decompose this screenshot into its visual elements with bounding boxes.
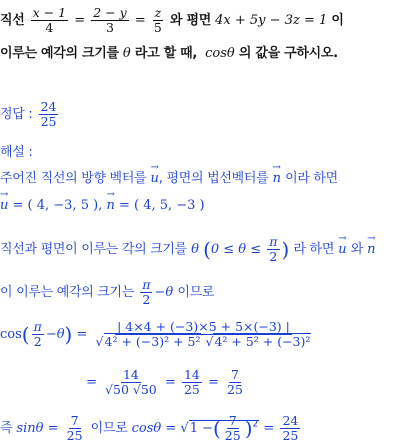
solution-line-7: 즉 sinθ = $\frac{7}{25}$ 이므로 cosθ = √1 −( $\frac{7}{25}$ )$^2$ = $\frac{24}{25}$ (0, 413, 299, 443)
vector-u-value: = ( 4, −3, 5 ), (8, 198, 107, 213)
problem-mid: 와 평면 (170, 13, 212, 28)
answer-label: 정답 : (0, 107, 33, 122)
solution-line-6: = $\frac{14}{√50 √50}$ = $\frac{14}{25}$ = $\frac{7}{25}$ (86, 367, 243, 397)
answer-fraction: $\frac{24}{25}$ (40, 99, 57, 129)
vector-u: → u (150, 171, 158, 187)
line-fraction-z: $\frac{z}{5}$ (153, 5, 162, 35)
solution-line-4: 이 이루는 예각의 크기는 $\frac{\pi}{2}$ −θ 이므로 (0, 277, 215, 307)
solution-line-2 (0, 198, 205, 214)
solution-line-1: 주어진 직선의 방향 벡터를 → u, 평면의 법선벡터를 → n 이라 하면 (0, 171, 338, 187)
problem-lead: 직선 (0, 13, 25, 28)
line-fraction-x: $\frac{x - 1}{4}$ (32, 5, 67, 35)
vector-n-value: = ( 4, 5, −3 ) (114, 198, 205, 213)
final-answer: $\frac{24}{25}$ (282, 413, 299, 443)
vector-u: → u (0, 198, 8, 214)
answer-line (0, 100, 60, 129)
vector-n: → n (106, 198, 114, 214)
line-fraction-y: $\frac{2 - y}{3}$ (93, 5, 127, 35)
plane-equation: 4x + 5y − 3z = 1 (215, 13, 328, 28)
pi-over-2: $\frac{\pi}{2}$ (269, 234, 278, 264)
solution-line-5: cos( $\frac{\pi}{2}$ −θ) = $\frac{| 4\times 4 + (-3)\times 5 + 5\times(-3) |}{\text{√4² + (−3)² + 5² √4² + 5² + (−3)²}}$ (0, 320, 315, 349)
vector-n: → n (273, 171, 281, 187)
problem-line-2: 이루는 예각의 크기를 θ 라고 할 때, cosθ 의 값을 구하시오. (0, 46, 338, 61)
problem-line-1: 직선 $\frac{x - 1}{4}$ = $\frac{2 - y}{3}$ = $\frac{z}{5}$ 와 평면 4x + 5y − 3z = 1 이 (0, 5, 344, 35)
solution-label: 해설 : (0, 145, 33, 160)
cosine-fraction: $\frac{| 4\times 4 + (-3)\times 5 + 5\times(-3) |}{\text{√4² + (−3)² + 5² √4² + 5² + (−3)²}}$ (95, 319, 311, 349)
solution-line-3: 직선과 평면이 이루는 각의 크기를 θ (0 ≤ θ ≤ $\frac{\pi}{2}$ ) 라 하면 → u 와 → n (0, 235, 376, 264)
